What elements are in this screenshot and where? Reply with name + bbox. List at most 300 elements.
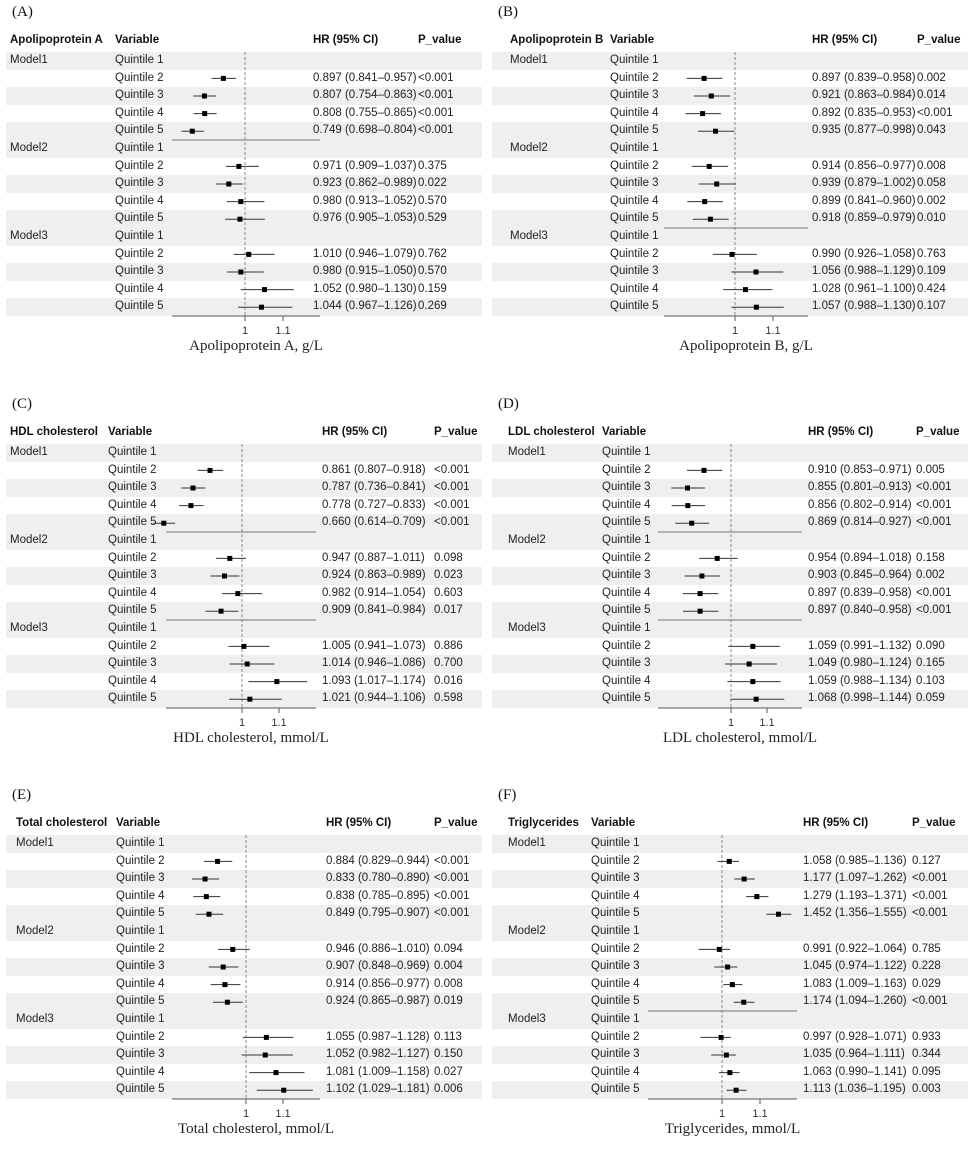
hr-ci-value: 1.083 (1.009–1.163) bbox=[803, 977, 907, 990]
p-value: 0.017 bbox=[434, 604, 463, 617]
p-value: 0.090 bbox=[916, 639, 945, 652]
quintile-label: Quintile 5 bbox=[591, 1083, 640, 1096]
hr-ci-value: 1.102 (1.029–1.181) bbox=[326, 1083, 430, 1096]
p-value: 0.008 bbox=[917, 159, 946, 172]
forest-panel-b bbox=[486, 0, 971, 385]
table-row bbox=[6, 976, 482, 994]
quintile-label: Quintile 5 bbox=[108, 604, 157, 617]
model-label: Model2 bbox=[16, 925, 54, 937]
p-value: <0.001 bbox=[917, 106, 953, 119]
model-label: Model3 bbox=[508, 622, 546, 634]
hr-ci-value: 0.921 (0.863–0.984) bbox=[812, 89, 916, 102]
table-row bbox=[492, 905, 968, 923]
panel-label: (D) bbox=[498, 396, 519, 412]
panel-label: (A) bbox=[12, 4, 33, 20]
p-value: 0.016 bbox=[434, 674, 463, 687]
table-row bbox=[6, 122, 482, 140]
x-axis-title: Apolipoprotein B, g/L bbox=[679, 338, 813, 354]
header-p-value: P_value bbox=[912, 817, 956, 829]
quintile-label: Quintile 5 bbox=[602, 516, 651, 529]
quintile-label: Quintile 2 bbox=[116, 1030, 165, 1043]
hr-ci-value: 0.946 (0.886–1.010) bbox=[326, 942, 430, 955]
header-variable: Variable bbox=[108, 426, 153, 438]
p-value: 0.228 bbox=[912, 960, 941, 973]
table-row bbox=[492, 1011, 968, 1029]
table-row bbox=[6, 1029, 482, 1047]
table-row bbox=[6, 105, 482, 123]
table-row bbox=[6, 905, 482, 923]
quintile-label: Quintile 5 bbox=[115, 212, 164, 225]
hr-ci-value: 1.093 (1.017–1.174) bbox=[322, 674, 426, 687]
table-row bbox=[492, 941, 968, 959]
p-value: <0.001 bbox=[434, 907, 470, 920]
hr-ci-value: 0.660 (0.614–0.709) bbox=[322, 516, 426, 529]
p-value: 0.107 bbox=[917, 300, 946, 313]
table-row bbox=[6, 281, 482, 299]
model-label: Model2 bbox=[508, 925, 546, 937]
table-row bbox=[6, 444, 482, 462]
quintile-label: Quintile 4 bbox=[591, 977, 640, 990]
table-row bbox=[492, 514, 968, 532]
quintile-label: Quintile 2 bbox=[610, 247, 659, 260]
p-value: 0.886 bbox=[434, 639, 463, 652]
table-row bbox=[492, 298, 968, 316]
header-p-value: P_value bbox=[418, 34, 462, 46]
p-value: <0.001 bbox=[434, 463, 470, 476]
hr-ci-value: 0.855 (0.801–0.913) bbox=[808, 481, 912, 494]
quintile-label: Quintile 3 bbox=[602, 657, 651, 670]
p-value: 0.570 bbox=[418, 194, 447, 207]
table-row bbox=[6, 567, 482, 585]
x-tick-label: 1 bbox=[718, 1108, 726, 1120]
table-row bbox=[492, 958, 968, 976]
x-tick-label: 1.1 bbox=[752, 1108, 768, 1120]
table-row bbox=[6, 175, 482, 193]
header-p-value: P_value bbox=[434, 426, 478, 438]
table-row bbox=[492, 281, 968, 299]
p-value: 0.269 bbox=[418, 300, 447, 313]
table-row bbox=[6, 462, 482, 480]
quintile-label: Quintile 1 bbox=[591, 837, 640, 849]
table-row bbox=[6, 263, 482, 281]
header-p-value: P_value bbox=[434, 817, 478, 829]
panel-label: (E) bbox=[12, 787, 32, 803]
quintile-label: Quintile 3 bbox=[610, 177, 659, 190]
hr-ci-value: 1.049 (0.980–1.124) bbox=[808, 657, 912, 670]
table-row bbox=[6, 638, 482, 656]
p-value: 0.027 bbox=[434, 1065, 463, 1078]
p-value: 0.094 bbox=[434, 942, 463, 955]
table-row bbox=[492, 140, 968, 158]
model-label: Model1 bbox=[508, 837, 546, 849]
header-hr-ci: HR (95% CI) bbox=[326, 817, 392, 829]
header-hr-ci: HR (95% CI) bbox=[812, 34, 878, 46]
p-value: 0.023 bbox=[434, 569, 463, 582]
hr-ci-value: 1.021 (0.944–1.106) bbox=[322, 692, 426, 705]
table-row bbox=[6, 1064, 482, 1082]
quintile-label: Quintile 5 bbox=[116, 907, 165, 920]
quintile-label: Quintile 1 bbox=[610, 230, 659, 242]
quintile-label: Quintile 5 bbox=[602, 692, 651, 705]
p-value: 0.002 bbox=[916, 569, 945, 582]
quintile-label: Quintile 1 bbox=[591, 925, 640, 937]
hr-ci-value: 1.081 (1.009–1.158) bbox=[326, 1065, 430, 1078]
table-row bbox=[492, 532, 968, 550]
quintile-label: Quintile 5 bbox=[591, 907, 640, 920]
hr-ci-value: 0.897 (0.840–0.958) bbox=[808, 604, 912, 617]
p-value: <0.001 bbox=[434, 872, 470, 885]
table-row bbox=[6, 1081, 482, 1099]
header-group: LDL cholesterol bbox=[508, 426, 595, 438]
table-row bbox=[492, 479, 968, 497]
table-row bbox=[492, 462, 968, 480]
table-row bbox=[6, 193, 482, 211]
quintile-label: Quintile 3 bbox=[610, 265, 659, 278]
quintile-label: Quintile 4 bbox=[108, 586, 157, 599]
quintile-label: Quintile 2 bbox=[602, 463, 651, 476]
quintile-label: Quintile 5 bbox=[115, 300, 164, 313]
table-row bbox=[492, 993, 968, 1011]
table-row bbox=[6, 941, 482, 959]
hr-ci-value: 0.897 (0.839–0.958) bbox=[812, 71, 916, 84]
table-row bbox=[6, 620, 482, 638]
header-variable: Variable bbox=[610, 34, 655, 46]
quintile-label: Quintile 2 bbox=[591, 1030, 640, 1043]
p-value: 0.043 bbox=[917, 124, 946, 137]
hr-ci-value: 0.924 (0.863–0.989) bbox=[322, 569, 426, 582]
hr-ci-value: 1.055 (0.987–1.128) bbox=[326, 1030, 430, 1043]
table-row bbox=[492, 1046, 968, 1064]
hr-ci-value: 1.068 (0.998–1.144) bbox=[808, 692, 912, 705]
hr-ci-value: 1.177 (1.097–1.262) bbox=[803, 872, 907, 885]
p-value: 0.165 bbox=[916, 657, 945, 670]
table-row bbox=[492, 497, 968, 515]
p-value: 0.058 bbox=[917, 177, 946, 190]
forest-panel-a bbox=[0, 0, 485, 385]
x-axis-title: Total cholesterol, mmol/L bbox=[178, 1121, 334, 1137]
hr-ci-value: 0.947 (0.887–1.011) bbox=[322, 551, 425, 564]
hr-ci-value: 0.939 (0.879–1.002) bbox=[812, 177, 916, 190]
hr-ci-value: 1.052 (0.980–1.130) bbox=[313, 282, 417, 295]
p-value: 0.933 bbox=[912, 1030, 941, 1043]
quintile-label: Quintile 3 bbox=[602, 569, 651, 582]
quintile-label: Quintile 5 bbox=[116, 1083, 165, 1096]
hr-ci-value: 0.856 (0.802–0.914) bbox=[808, 498, 912, 511]
table-row bbox=[492, 175, 968, 193]
quintile-label: Quintile 3 bbox=[591, 1048, 640, 1061]
hr-ci-value: 0.914 (0.856–0.977) bbox=[326, 977, 430, 990]
quintile-label: Quintile 4 bbox=[610, 106, 659, 119]
p-value: <0.001 bbox=[418, 89, 454, 102]
quintile-label: Quintile 2 bbox=[602, 639, 651, 652]
quintile-label: Quintile 1 bbox=[115, 142, 164, 154]
quintile-label: Quintile 1 bbox=[108, 622, 157, 634]
quintile-label: Quintile 1 bbox=[610, 54, 659, 66]
p-value: 0.005 bbox=[916, 463, 945, 476]
p-value: 0.095 bbox=[912, 1065, 941, 1078]
p-value: 0.159 bbox=[418, 282, 447, 295]
model-label: Model2 bbox=[510, 142, 548, 154]
quintile-label: Quintile 5 bbox=[108, 516, 157, 529]
table-row bbox=[6, 993, 482, 1011]
p-value: <0.001 bbox=[418, 106, 454, 119]
p-value: 0.762 bbox=[418, 247, 447, 260]
quintile-label: Quintile 5 bbox=[610, 124, 659, 137]
hr-ci-value: 1.028 (0.961–1.100) bbox=[812, 282, 916, 295]
p-value: 0.150 bbox=[434, 1048, 463, 1061]
table-row bbox=[492, 87, 968, 105]
table-row bbox=[492, 976, 968, 994]
hr-ci-value: 0.787 (0.736–0.841) bbox=[322, 481, 426, 494]
panel-label: (C) bbox=[12, 396, 32, 412]
header-variable: Variable bbox=[602, 426, 647, 438]
quintile-label: Quintile 4 bbox=[115, 194, 164, 207]
header-group: Total cholesterol bbox=[16, 817, 108, 829]
quintile-label: Quintile 1 bbox=[116, 837, 165, 849]
quintile-label: Quintile 5 bbox=[591, 995, 640, 1008]
x-tick-label: 1 bbox=[242, 1108, 250, 1120]
x-axis-title: LDL cholesterol, mmol/L bbox=[663, 730, 817, 746]
hr-ci-value: 0.849 (0.795–0.907) bbox=[326, 907, 430, 920]
hr-ci-value: 0.918 (0.859–0.979) bbox=[812, 212, 916, 225]
p-value: <0.001 bbox=[434, 854, 470, 867]
quintile-label: Quintile 4 bbox=[116, 977, 165, 990]
x-axis-title: Apolipoprotein A, g/L bbox=[189, 338, 323, 354]
hr-ci-value: 1.035 (0.964–1.111) bbox=[803, 1048, 905, 1061]
quintile-label: Quintile 3 bbox=[116, 960, 165, 973]
header-variable: Variable bbox=[591, 817, 636, 829]
hr-ci-value: 1.005 (0.941–1.073) bbox=[322, 639, 426, 652]
quintile-label: Quintile 5 bbox=[602, 604, 651, 617]
p-value: 0.098 bbox=[434, 551, 463, 564]
hr-ci-value: 1.058 (0.985–1.136) bbox=[803, 854, 907, 867]
forest-panel-f bbox=[486, 783, 971, 1168]
quintile-label: Quintile 2 bbox=[115, 159, 164, 172]
hr-ci-value: 0.807 (0.754–0.863) bbox=[313, 89, 417, 102]
table-row bbox=[6, 853, 482, 871]
quintile-label: Quintile 3 bbox=[115, 89, 164, 102]
model-label: Model3 bbox=[10, 230, 48, 242]
p-value: 0.700 bbox=[434, 657, 463, 670]
quintile-label: Quintile 5 bbox=[116, 995, 165, 1008]
table-row bbox=[492, 210, 968, 228]
quintile-label: Quintile 4 bbox=[602, 674, 651, 687]
table-row bbox=[492, 1081, 968, 1099]
header-group: Apolipoprotein B bbox=[510, 34, 604, 46]
p-value: 0.022 bbox=[418, 177, 447, 190]
hr-ci-value: 1.452 (1.356–1.555) bbox=[803, 907, 907, 920]
quintile-label: Quintile 4 bbox=[116, 889, 165, 902]
hr-ci-value: 0.892 (0.835–0.953) bbox=[812, 106, 916, 119]
p-value: 0.059 bbox=[916, 692, 945, 705]
model-label: Model1 bbox=[10, 54, 48, 66]
table-row bbox=[6, 497, 482, 515]
p-value: 0.158 bbox=[916, 551, 945, 564]
quintile-label: Quintile 5 bbox=[610, 300, 659, 313]
p-value: 0.019 bbox=[434, 995, 463, 1008]
table-row bbox=[6, 958, 482, 976]
x-tick-label: 1.1 bbox=[275, 1108, 291, 1120]
hr-ci-value: 0.910 (0.853–0.971) bbox=[808, 463, 912, 476]
quintile-label: Quintile 3 bbox=[108, 569, 157, 582]
hr-ci-value: 0.833 (0.780–0.890) bbox=[326, 872, 430, 885]
quintile-label: Quintile 3 bbox=[602, 481, 651, 494]
model-label: Model1 bbox=[10, 446, 48, 458]
table-row bbox=[492, 1064, 968, 1082]
p-value: <0.001 bbox=[916, 516, 952, 529]
table-row bbox=[6, 158, 482, 176]
model-label: Model3 bbox=[508, 1013, 546, 1025]
quintile-label: Quintile 2 bbox=[108, 463, 157, 476]
table-row bbox=[6, 923, 482, 941]
quintile-label: Quintile 1 bbox=[115, 54, 164, 66]
quintile-label: Quintile 4 bbox=[610, 282, 659, 295]
table-row bbox=[6, 479, 482, 497]
hr-ci-value: 0.838 (0.785–0.895) bbox=[326, 889, 430, 902]
hr-ci-value: 0.971 (0.909–1.037) bbox=[313, 159, 417, 172]
table-row bbox=[492, 246, 968, 264]
hr-ci-value: 0.897 (0.839–0.958) bbox=[808, 586, 912, 599]
table-row bbox=[6, 70, 482, 88]
p-value: 0.113 bbox=[434, 1030, 462, 1043]
hr-ci-value: 0.935 (0.877–0.998) bbox=[812, 124, 916, 137]
table-row bbox=[6, 673, 482, 691]
table-row bbox=[6, 52, 482, 70]
hr-ci-value: 0.997 (0.928–1.071) bbox=[803, 1030, 907, 1043]
quintile-label: Quintile 1 bbox=[108, 446, 157, 458]
p-value: 0.109 bbox=[917, 265, 946, 278]
hr-ci-value: 1.063 (0.990–1.141) bbox=[803, 1065, 907, 1078]
forest-panel-e bbox=[0, 783, 485, 1168]
hr-ci-value: 0.954 (0.894–1.018) bbox=[808, 551, 912, 564]
x-tick-label: 1 bbox=[727, 717, 735, 729]
model-label: Model2 bbox=[10, 534, 48, 546]
p-value: 0.008 bbox=[434, 977, 463, 990]
hr-ci-value: 0.976 (0.905–1.053) bbox=[313, 212, 417, 225]
p-value: <0.001 bbox=[418, 124, 454, 137]
table-row bbox=[492, 888, 968, 906]
model-label: Model2 bbox=[10, 142, 48, 154]
quintile-label: Quintile 1 bbox=[116, 925, 165, 937]
p-value: <0.001 bbox=[916, 604, 952, 617]
p-value: 0.375 bbox=[418, 159, 447, 172]
hr-ci-value: 0.749 (0.698–0.804) bbox=[313, 124, 417, 137]
table-row bbox=[492, 638, 968, 656]
quintile-label: Quintile 3 bbox=[115, 265, 164, 278]
header-group: Apolipoprotein A bbox=[10, 34, 103, 46]
hr-ci-value: 1.113 (1.036–1.195) bbox=[803, 1083, 906, 1096]
p-value: 0.002 bbox=[917, 194, 946, 207]
quintile-label: Quintile 3 bbox=[108, 481, 157, 494]
table-row bbox=[6, 835, 482, 853]
x-tick-label: 1.1 bbox=[271, 717, 287, 729]
p-value: <0.001 bbox=[434, 481, 470, 494]
x-tick-label: 1 bbox=[731, 325, 739, 337]
table-row bbox=[6, 140, 482, 158]
hr-ci-value: 1.014 (0.946–1.086) bbox=[322, 657, 426, 670]
quintile-label: Quintile 2 bbox=[610, 159, 659, 172]
x-tick-label: 1.1 bbox=[765, 325, 781, 337]
forest-panel-c bbox=[0, 392, 485, 777]
quintile-label: Quintile 5 bbox=[115, 124, 164, 137]
table-row bbox=[492, 228, 968, 246]
table-row bbox=[6, 298, 482, 316]
hr-ci-value: 0.897 (0.841–0.957) bbox=[313, 71, 417, 84]
hr-ci-value: 1.057 (0.988–1.130) bbox=[812, 300, 916, 313]
p-value: <0.001 bbox=[916, 498, 952, 511]
model-label: Model1 bbox=[16, 837, 54, 849]
table-row bbox=[492, 105, 968, 123]
table-row bbox=[492, 263, 968, 281]
p-value: 0.014 bbox=[917, 89, 946, 102]
x-tick-label: 1.1 bbox=[275, 325, 291, 337]
quintile-label: Quintile 2 bbox=[610, 71, 659, 84]
p-value: 0.424 bbox=[917, 282, 946, 295]
quintile-label: Quintile 5 bbox=[108, 692, 157, 705]
p-value: 0.002 bbox=[917, 71, 946, 84]
hr-ci-value: 0.909 (0.841–0.984) bbox=[322, 604, 426, 617]
quintile-label: Quintile 2 bbox=[108, 551, 157, 564]
hr-ci-value: 1.045 (0.974–1.122) bbox=[803, 960, 907, 973]
table-row bbox=[6, 210, 482, 228]
table-row bbox=[492, 870, 968, 888]
hr-ci-value: 0.907 (0.848–0.969) bbox=[326, 960, 430, 973]
p-value: <0.001 bbox=[912, 907, 948, 920]
quintile-label: Quintile 2 bbox=[116, 854, 165, 867]
hr-ci-value: 1.059 (0.991–1.132) bbox=[808, 639, 912, 652]
hr-ci-value: 1.059 (0.988–1.134) bbox=[808, 674, 912, 687]
hr-ci-value: 0.923 (0.862–0.989) bbox=[313, 177, 417, 190]
hr-ci-value: 0.991 (0.922–1.064) bbox=[803, 942, 907, 955]
table-row bbox=[6, 1011, 482, 1029]
table-row bbox=[492, 835, 968, 853]
p-value: <0.001 bbox=[916, 586, 952, 599]
quintile-label: Quintile 2 bbox=[108, 639, 157, 652]
p-value: 0.127 bbox=[912, 854, 941, 867]
quintile-label: Quintile 4 bbox=[602, 586, 651, 599]
quintile-label: Quintile 1 bbox=[610, 142, 659, 154]
table-row bbox=[492, 567, 968, 585]
table-row bbox=[492, 444, 968, 462]
p-value: <0.001 bbox=[912, 872, 948, 885]
table-row bbox=[492, 585, 968, 603]
hr-ci-value: 0.899 (0.841–0.960) bbox=[812, 194, 916, 207]
quintile-label: Quintile 1 bbox=[108, 534, 157, 546]
p-value: <0.001 bbox=[418, 71, 454, 84]
quintile-label: Quintile 1 bbox=[602, 622, 651, 634]
table-row bbox=[492, 602, 968, 620]
header-p-value: P_value bbox=[916, 426, 960, 438]
p-value: 0.003 bbox=[912, 1083, 941, 1096]
hr-ci-value: 0.982 (0.914–1.054) bbox=[322, 586, 426, 599]
model-label: Model2 bbox=[508, 534, 546, 546]
model-label: Model3 bbox=[510, 230, 548, 242]
quintile-label: Quintile 2 bbox=[115, 247, 164, 260]
p-value: <0.001 bbox=[912, 889, 948, 902]
p-value: 0.103 bbox=[916, 674, 945, 687]
hr-ci-value: 0.990 (0.926–1.058) bbox=[812, 247, 916, 260]
x-tick-label: 1 bbox=[238, 717, 246, 729]
quintile-label: Quintile 3 bbox=[610, 89, 659, 102]
p-value: 0.004 bbox=[434, 960, 463, 973]
table-row bbox=[492, 655, 968, 673]
table-row bbox=[6, 550, 482, 568]
table-row bbox=[6, 870, 482, 888]
hr-ci-value: 0.980 (0.913–1.052) bbox=[313, 194, 417, 207]
hr-ci-value: 0.884 (0.829–0.944) bbox=[326, 854, 430, 867]
table-row bbox=[492, 52, 968, 70]
table-row bbox=[6, 1046, 482, 1064]
